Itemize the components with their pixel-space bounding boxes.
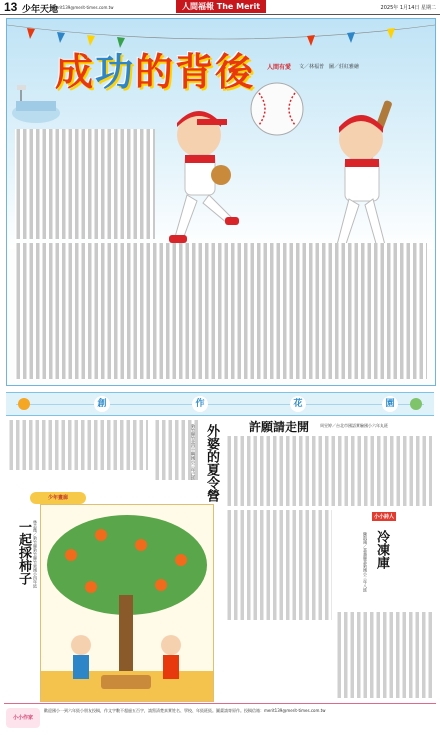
issue-date: 2025年 1月14日 星期二 xyxy=(380,5,436,11)
young-writer-logo: 小小作家 xyxy=(6,708,40,728)
submission-notice: 歡迎國小一到六年級小朋友投稿，作文字數不超過五百字，請寫清楚真實姓名、學校、年級班級。圖畫請寄原作。投稿信箱：merit139@merit-times.com.tw xyxy=(44,708,326,713)
leaf-icon xyxy=(410,398,422,410)
story-title: 許願請走開 xyxy=(249,420,310,434)
persimmon-tree-drawing xyxy=(41,505,213,701)
story-text-top xyxy=(226,436,432,506)
article-body-bottom xyxy=(15,243,427,379)
gallery-tag xyxy=(30,492,86,504)
creative-garden-banner xyxy=(6,392,434,416)
byline: 文／林福普 圖／莊紅雅繪 xyxy=(299,64,360,70)
page-number: 13 xyxy=(4,0,18,14)
poem1-author: 新竹縣竹北市十興國小三年己班 xyxy=(191,424,196,480)
gallery-tag-label: 少年畫廊 xyxy=(47,495,68,501)
contact-email[interactable]: merit139@merit-times.com.tw xyxy=(52,5,114,10)
banner-char-2: 作 xyxy=(192,396,208,412)
poem2-text xyxy=(336,612,432,698)
poem2-author: 陳凱鴻／嘉義縣嘉新國小三年八班 xyxy=(363,532,368,592)
story-text-bottom xyxy=(226,510,332,620)
poem1-title: 外婆的夏令營 xyxy=(204,424,219,502)
article-body-top xyxy=(15,129,155,239)
drawing-title: 一起採柿子 xyxy=(16,520,31,585)
banner-line xyxy=(16,404,424,405)
little-poet-tag: 小小詩人 xyxy=(374,514,395,520)
flower-icon xyxy=(18,398,30,410)
feature-title: 成功的背後 xyxy=(55,50,256,94)
column-name: 人間有愛 xyxy=(267,64,292,71)
feature-article xyxy=(6,18,436,386)
banner-char-1: 創 xyxy=(94,396,110,412)
children-drawing xyxy=(40,504,214,702)
poem-text-left xyxy=(8,420,148,470)
newspaper-logo: 人間福報 The Merit xyxy=(176,0,266,13)
stadium-icon xyxy=(11,85,61,125)
banner-char-3: 花 xyxy=(290,396,306,412)
poem2-title: 冷凍庫 xyxy=(374,530,389,569)
baseball-icon xyxy=(247,79,307,139)
story-author: 周昱婷／台北市國語實驗國小六年丸班 xyxy=(320,423,388,428)
section-title: 少年天地 xyxy=(22,5,59,15)
drawing-artist: 林芸溦／新竹縣新竹縣竹東國小四年級 xyxy=(33,520,38,588)
page-footer xyxy=(4,703,436,732)
pitcher-illustration xyxy=(157,97,247,267)
banner-char-4: 園 xyxy=(382,396,398,412)
